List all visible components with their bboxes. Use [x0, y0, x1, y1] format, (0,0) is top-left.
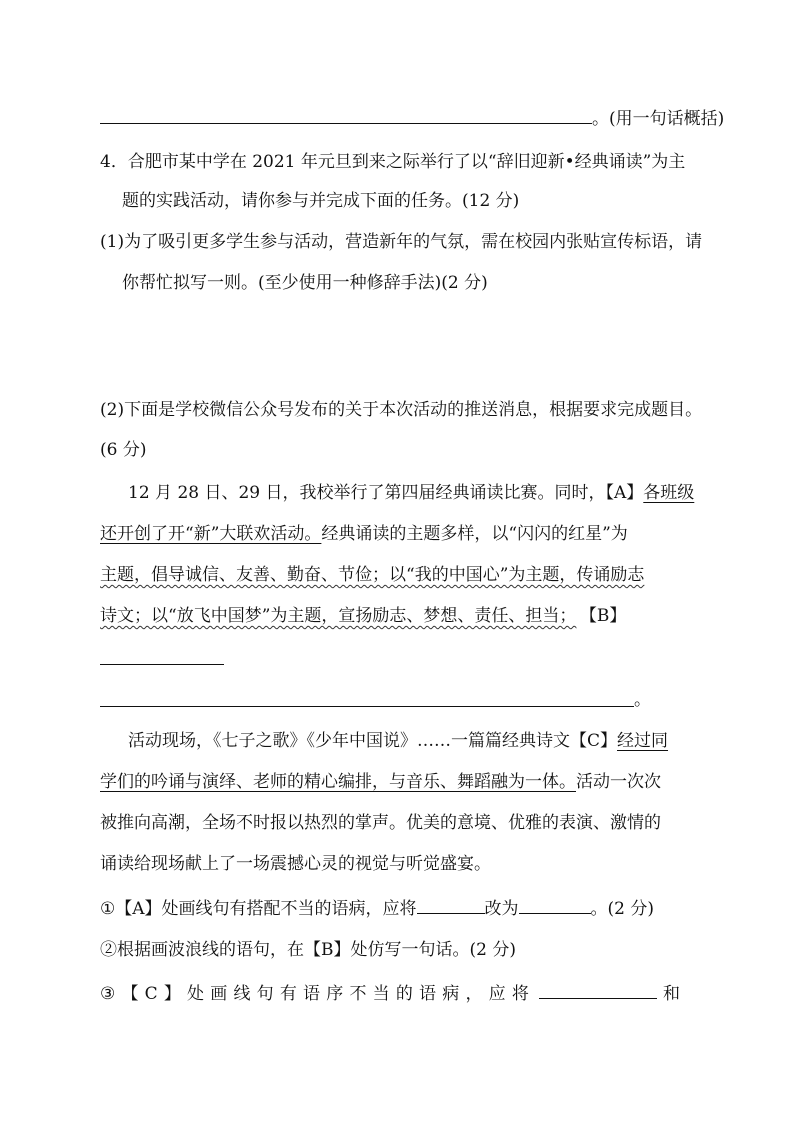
passage-p1-line3: [100, 563, 722, 587]
blank-b-line1[interactable]: [100, 664, 224, 665]
subquestion-1-blank-b[interactable]: [519, 896, 591, 914]
passage-text: 活动一次次: [576, 772, 661, 792]
blank-b-end-period: 。: [634, 690, 651, 710]
passage-p2-line4: 诵读给现场献上了一场震撼心灵的视觉与听觉盛宴。: [100, 854, 491, 874]
part-1-line2: 你帮忙拟写一则。(至少使用一种修辞手法)(2 分): [122, 273, 488, 293]
subquestion-3-post: 和: [663, 984, 681, 1004]
subquestion-2: ②根据画波浪线的语句，在【B】处仿写一句话。(2 分): [100, 940, 516, 960]
passage-p2-line2: [100, 770, 722, 794]
passage-p2-line3: 被推向高潮，全场不时报以热烈的掌声。优美的意境、优雅的表演、激情的: [100, 813, 661, 833]
marker-b: 【B】: [588, 606, 627, 626]
subquestion-1-post: 。(2 分): [590, 899, 655, 919]
answer-suffix: 。(用一句话概括): [592, 109, 725, 129]
question-4-stem-line2: 题的实践活动，请你参与并完成下面的任务。(12 分): [122, 191, 520, 211]
passage-p2-line1: [128, 729, 722, 753]
part-2-line1: (2)下面是学校微信公众号发布的关于本次活动的推送消息，根据要求完成题目。: [100, 400, 703, 420]
subquestion-3-blank[interactable]: [539, 981, 657, 999]
passage-text: 12 月 28 日、29 日，我校举行了第四届经典诵读比赛。同时，【A】: [128, 483, 644, 503]
part-1-answer-area[interactable]: [100, 305, 722, 385]
part-2-line2: (6 分): [100, 440, 147, 460]
underlined-sentence-c: 经过同: [617, 731, 669, 751]
passage-p1-line4: [100, 604, 722, 628]
wavy-sentence: 主题，倡导诚信、友善、勤奋、节俭；以“我的中国心”为主题，传诵励志: [100, 565, 645, 585]
underlined-sentence-a-cont: 还开创了开“新”大联欢活动。: [100, 524, 322, 544]
underlined-sentence-c-cont: 学们的吟诵与演绎、老师的精心编排，与音乐、舞蹈融为一体。: [100, 772, 576, 792]
passage-text: 经典诵读的主题多样，以“闪闪的红星”为: [321, 524, 628, 544]
subquestion-1: [100, 896, 722, 921]
subquestion-1-mid: 改为: [484, 899, 519, 919]
underlined-sentence-a: 各班级: [643, 483, 695, 503]
question-4-stem-line1: 4．合肥市某中学在 2021 年元旦到来之际举行了以“辞旧迎新•经典诵读”为主: [100, 152, 686, 172]
subquestion-3-pre: ③【C】处画线句有语序不当的语病，应将: [100, 984, 536, 1004]
answer-blank[interactable]: [100, 106, 592, 124]
passage-p1-line1: [128, 481, 722, 505]
top-answer-line: [100, 106, 725, 131]
passage-text: 活动现场，《七子之歌》《少年中国说》……一篇篇经典诗文【C】: [128, 731, 618, 751]
wavy-sentence-cont: 诗文；以“放飞中国梦”为主题，宣扬励志、梦想、责任、担当；: [100, 606, 577, 626]
subquestion-1-blank-a[interactable]: [417, 896, 485, 914]
passage-p1-line2: [100, 522, 722, 546]
blank-b-line2[interactable]: [100, 706, 634, 707]
subquestion-1-pre: ①【A】处画线句有搭配不当的语病，应将: [100, 899, 417, 919]
subquestion-3: [100, 981, 722, 1006]
part-1-line1: (1)为了吸引更多学生参与活动，营造新年的气氛，需在校园内张贴宣传标语，请: [100, 232, 703, 252]
